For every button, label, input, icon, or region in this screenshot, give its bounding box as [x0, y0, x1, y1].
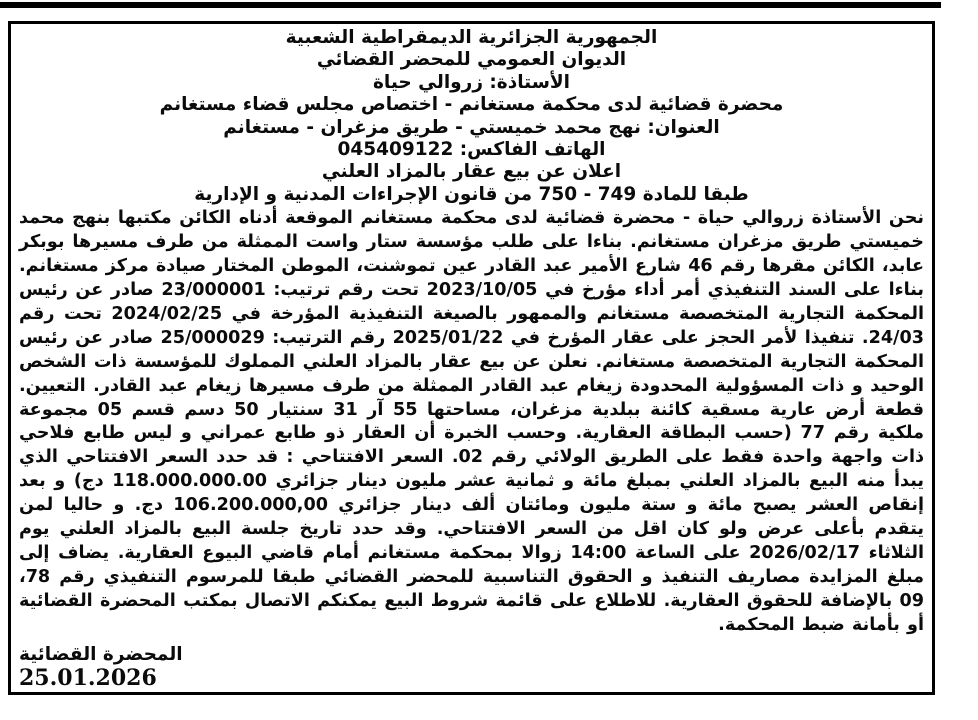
header-phone-fax: الهاتف الفاكس: 045409122 [337, 139, 606, 161]
header-office: الديوان العمومي للمحضر القضائي [316, 49, 627, 71]
signature-block [19, 643, 924, 690]
announcement-date: 25.01.2026 [19, 665, 157, 691]
announcement-body: نحن الأستاذة زروالي حياة - محضرة قضائية لدى محكمة مستغانم الموقعة أدناه الكائن مكتبها بنهج محمد خميستي طريق مزغران مستغانم. بناءا على طلب مؤسسة ستار واست الممثلة من طرف مسيرها بوبكر عابد، الكائن مقرها رقم 46 شارع الأمير عبد القادر عين تموشنت، الموطن المختار صيادة مركز مستغانم. بناءا على السند التنفيذي أمر أداء مؤرخ في 2023/10/05 تحت رقم ترتيب: 23/000001 صادر عن رئيس المحكمة التجارية المتخصصة مستغانم والممهور بالصيغة التنفيذية المؤرخة في 2024/02/25 تحت رقم 24/03. تنفيذا لأمر الحجز على عقار المؤرخ في 2025/01/22 رقم الترتيب: 25/000029 صادر عن رئيس المحكمة التجارية المتخصصة مستغانم. نعلن عن بيع عقار بالمزاد العلني المملوك للمؤسسة ذات الشخص الوحيد و ذات المسؤولية المحدودة زيغام عبد القادر الممثلة من طرف مسيرها زيغام عبد القادر. التعيين. قطعة أرض عارية مسقية كائنة ببلدية مزغران، مساحتها 55 آر 31 سنتيار 50 دسم قسم 05 مجموعة ملكية رقم 77 (حسب البطاقة العقارية. وحسب الخبرة أن العقار ذو طابع عمراني و ليس طابع فلاحي ذات واجهة واحدة فقط على الطريق الولائي رقم 02. السعر الافتتاحي : قد حدد السعر الافتتاحي الذي يبدأ منه البيع بالمزاد العلني بمبلغ مائة و ثمانية عشر مليون دينار جزائري 118.000.000.00 دج) و بعد إنقاص العشر يصبح مائة و ستة مليون ومائتان ألف دينار جزائري 106.200.000,00 دج. و حاليا لمن يتقدم بأعلى عرض ولو كان اقل من السعر الافتتاحي. وقد حدد تاريخ جلسة البيع بالمزاد العلني يوم الثلاثاء 2026/02/17 على الساعة 14:00 زوالا بمحكمة مستغانم أمام قاضي البيوع العقارية. يضاف إلى مبلغ المزايدة مصاريف التنفيذ و الحقوق التناسبية للمحضر القضائي طبقا للمرسوم التنفيذي رقم 78، 09 بالإضافة للحقوق العقارية. للاطلاع على قائمة شروط البيع يمكنكم الاتصال بمكتب المحضرة القضائية أو بأمانة ضبط المحكمة. [19, 208, 925, 635]
header-bailiff-title: محضرة قضائية لدى محكمة مستغانم - اختصاص مجلس قضاء مستغانم [159, 94, 784, 116]
bailiff-signature: المحضرة القضائية [19, 644, 183, 665]
top-rule [0, 2, 941, 8]
header-legal-basis: طبقا للمادة 749 - 750 من قانون الإجراءات المدنية و الإدارية [194, 183, 749, 205]
header-bailiff-name: الأستاذة: زروالي حياة [372, 71, 571, 93]
header-address: العنوان: نهج محمد خميستي - طريق مزغران - مستغانم [223, 116, 720, 138]
header-republic: الجمهورية الجزائرية الديمقراطية الشعبية [285, 27, 658, 48]
announcement-box [8, 21, 935, 695]
header-announcement-title: اعلان عن بيع عقار بالمزاد العلني [321, 161, 622, 183]
